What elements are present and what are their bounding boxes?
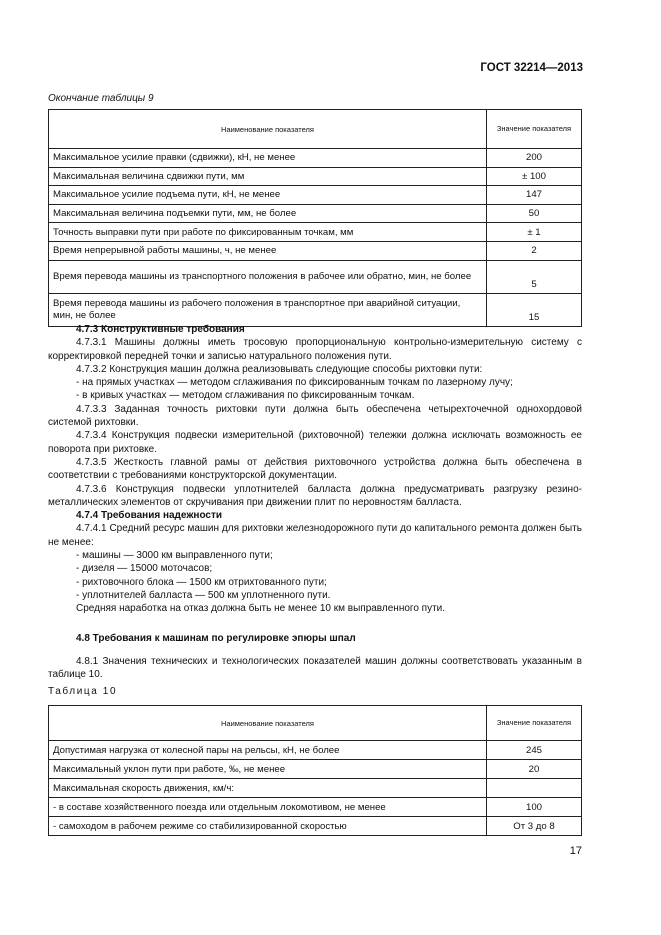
col-header-name: Наименование показателя	[49, 706, 487, 741]
table-row	[49, 167, 582, 186]
paragraph-4-7-3-6: 4.7.3.6 Конструкция подвески уплотнителей балласта должна предусматривать разгрузку резинометаллических элементов от скручивания при движении плит по неровностям балласта.	[48, 483, 582, 508]
row-name: - в составе хозяйственного поезда или отдельным локомотивом, не менее	[49, 798, 487, 817]
row-name: Максимальное усилие правки (сдвижки), кН, не менее	[49, 149, 487, 168]
table-row	[49, 779, 582, 798]
list-item: - уплотнителей балласта — 500 км уплотненного пути.	[76, 589, 331, 601]
row-name: Максимальный уклон пути при работе, ‰, не менее	[49, 760, 487, 779]
paragraph-4-7-3-5: 4.7.3.5 Жесткость главной рамы от действия рихтовочного устройства должна быть обеспечена в соответствии с требованиями конструкторской документации.	[48, 456, 582, 482]
col-header-value: Значение показателя	[487, 110, 582, 149]
row-value: 5	[487, 260, 582, 293]
table-row	[49, 293, 582, 326]
table-row	[49, 260, 582, 293]
paragraph-mtbf: Средняя наработка на отказ должна быть не менее 10 км выправленного пути.	[76, 603, 446, 615]
row-value: От 3 до 8	[487, 817, 582, 836]
row-value: 245	[487, 741, 582, 760]
list-item: - машины — 3000 км выправленного пути;	[76, 550, 273, 562]
list-item: - дизеля — 15000 моточасов;	[76, 563, 213, 575]
row-name: Время перевода машины из рабочего положения в транспортное при аварийной ситуации, мин, не более	[49, 293, 487, 326]
list-item: - в кривых участках — методом сглаживания по фиксированным точкам.	[76, 390, 415, 402]
paragraph-4-7-3-1: 4.7.3.1 Машины должны иметь тросовую пропорциональную контрольно-измерительную систему с корректировкой передней точки и записью натурального положения пути.	[48, 337, 582, 362]
row-name: Максимальная величина сдвижки пути, мм	[49, 167, 487, 186]
paragraph-4-7-3-3: 4.7.3.3 Заданная точность рихтовки пути должна быть обеспечена четырехточечной однохордовой системой рихтовки.	[48, 403, 582, 429]
table-row	[49, 798, 582, 817]
row-name: Допустимая нагрузка от колесной пары на рельсы, кН, не более	[49, 741, 487, 760]
paragraph-4-8-1: 4.8.1 Значения технических и технологических показателей машин должны соответствовать указанным в таблице 10.	[48, 655, 582, 681]
row-name: - самоходом в рабочем режиме со стабилизированной скоростью	[49, 817, 487, 836]
section-heading-4-8: 4.8 Требования к машинам по регулировке эпюры шпал	[76, 632, 356, 644]
row-name: Максимальная величина подъемки пути, мм, не более	[49, 204, 487, 223]
table-row	[49, 149, 582, 168]
col-header-value: Значение показателя	[487, 706, 582, 741]
body-text	[48, 323, 582, 681]
table-row	[49, 741, 582, 760]
table-10	[48, 705, 582, 836]
col-header-name: Наименование показателя	[49, 110, 487, 149]
table-header-row	[49, 706, 582, 741]
row-value: ± 100	[487, 167, 582, 186]
page-number: 17	[569, 845, 582, 857]
table-row	[49, 204, 582, 223]
row-value: 20	[487, 760, 582, 779]
paragraph-4-7-3-2: 4.7.3.2 Конструкция машин должна реализовывать следующие способы рихтовки пути:	[76, 363, 483, 375]
section-heading-4-7-4: 4.7.4 Требования надежности	[76, 510, 223, 522]
row-value: 2	[487, 241, 582, 260]
row-value: ± 1	[487, 223, 582, 242]
row-name: Время непрерывной работы машины, ч, не менее	[49, 241, 487, 260]
list-item: - рихтовочного блока — 1500 км отрихтованного пути;	[76, 576, 327, 588]
row-value: 15	[487, 293, 582, 326]
row-value: 200	[487, 149, 582, 168]
table9-caption: Окончание таблицы 9	[48, 93, 154, 104]
table-row	[49, 760, 582, 779]
section-heading-4-7-3: 4.7.3 Конструктивные требования	[76, 324, 245, 335]
table-row	[49, 241, 582, 260]
table-header-row	[49, 110, 582, 149]
row-name: Точность выправки пути при работе по фиксированным точкам, мм	[49, 223, 487, 242]
row-value: 50	[487, 204, 582, 223]
table10-caption: Таблица 10	[48, 686, 118, 697]
paragraph-4-7-4-1: 4.7.4.1 Средний ресурс машин для рихтовки железнодорожного пути до капитального ремонта должен быть не менее:	[48, 523, 582, 548]
document-code: ГОСТ 32214—2013	[480, 62, 583, 74]
row-value: 100	[487, 798, 582, 817]
table-row	[49, 817, 582, 836]
row-name: Максимальное усилие подъема пути, кН, не менее	[49, 186, 487, 205]
list-item: - на прямых участках — методом сглаживания по фиксированным точкам по лазерному лучу;	[76, 377, 513, 389]
row-name: Время перевода машины из транспортного положения в рабочее или обратно, мин, не более	[49, 260, 487, 293]
table-row	[49, 223, 582, 242]
table-row	[49, 186, 582, 205]
row-value	[487, 779, 582, 798]
row-name: Максимальная скорость движения, км/ч:	[49, 779, 487, 798]
paragraph-4-7-3-4: 4.7.3.4 Конструкция подвески измерительной (рихтовочной) тележки должна исключать возможность ее поворота при рихтовке.	[48, 430, 582, 455]
row-value: 147	[487, 186, 582, 205]
table-9	[48, 109, 582, 327]
